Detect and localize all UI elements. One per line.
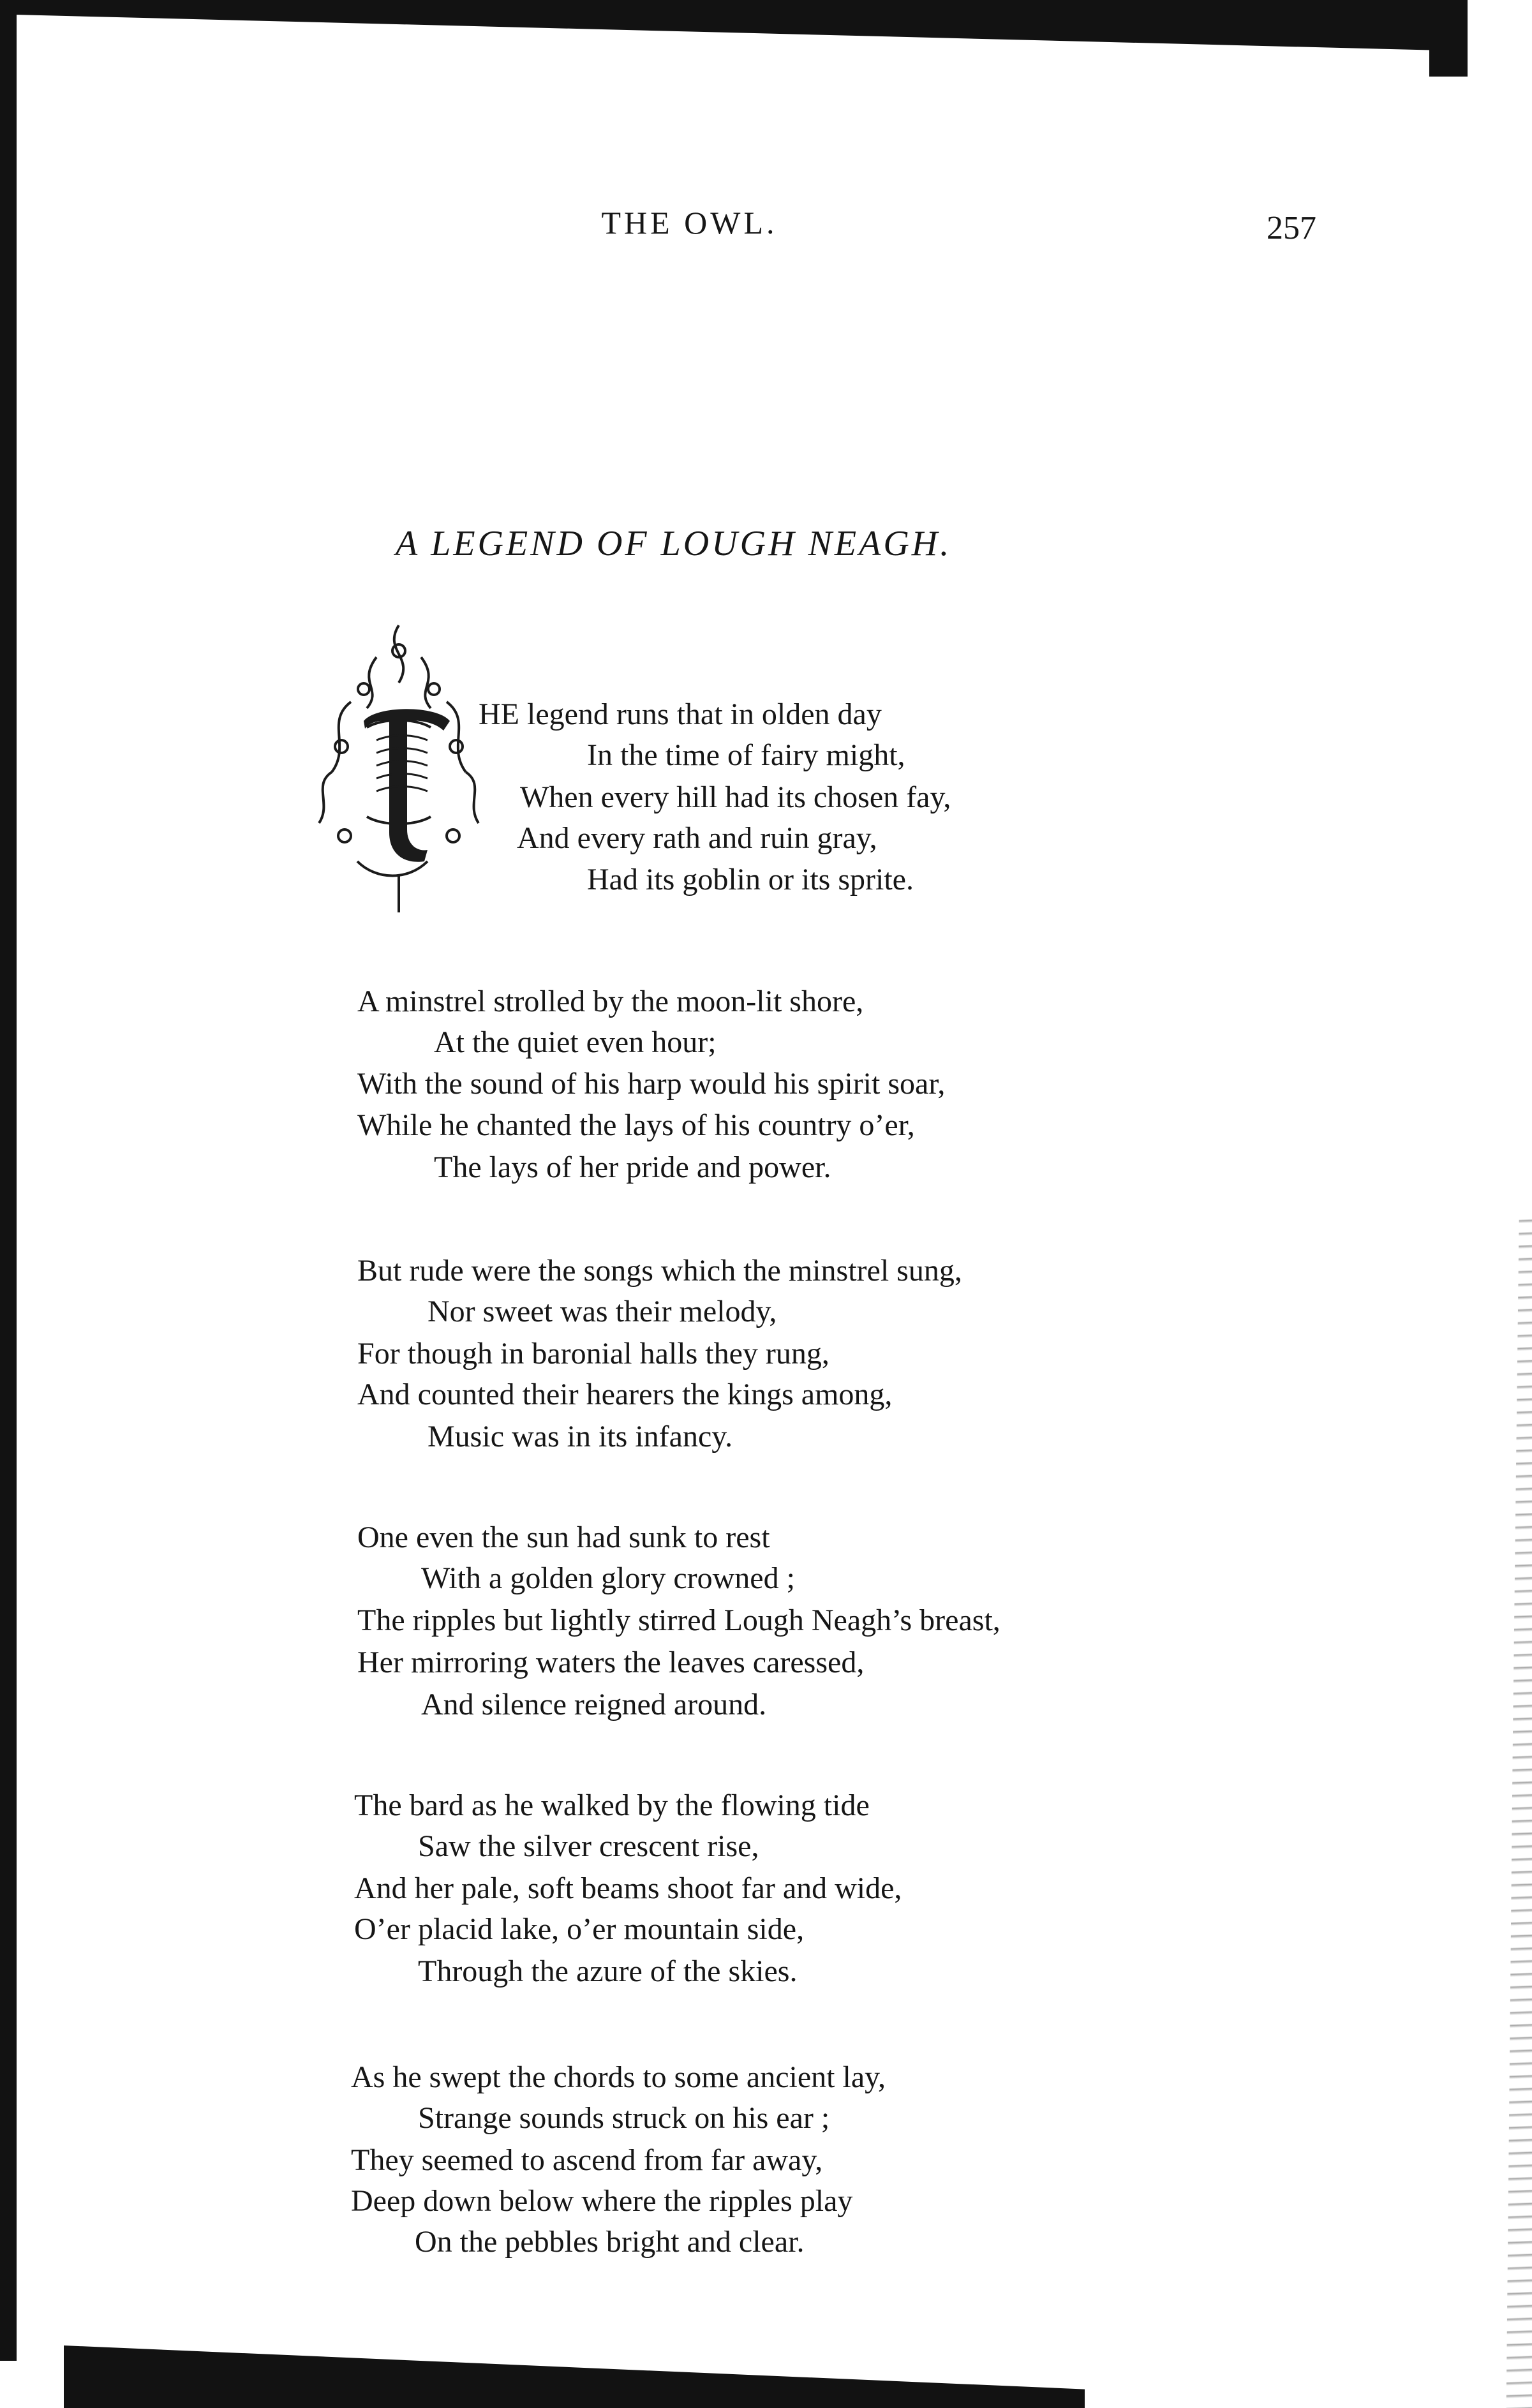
poem-line: And silence reigned around.	[421, 1688, 767, 1721]
poem-line: They seemed to ascend from far away,	[351, 2143, 823, 2177]
poem-line: While he chanted the lays of his country o’er,	[357, 1108, 915, 1142]
poem-line: Music was in its infancy.	[428, 1420, 733, 1453]
poem-line: The lays of her pride and power.	[434, 1150, 831, 1184]
poem-line: HE legend runs that in olden day	[479, 697, 882, 731]
poem-line: The ripples but lightly stirred Lough Neagh’s breast,	[357, 1603, 1000, 1637]
poem-line: And counted their hearers the kings among,	[357, 1378, 893, 1411]
poem-line: Through the azure of the skies.	[418, 1954, 798, 1988]
poem-line: In the time of fairy might,	[587, 738, 905, 772]
poem-line: Deep down below where the ripples play	[351, 2184, 853, 2218]
poem-line: For though in baronial halls they rung,	[357, 1337, 829, 1371]
poem-line: Nor sweet was their melody,	[428, 1295, 777, 1328]
poem-line: And her pale, soft beams shoot far and wide,	[354, 1871, 902, 1905]
poem-line: With the sound of his harp would his spirit soar,	[357, 1067, 946, 1101]
poem-line: And every rath and ruin gray,	[517, 821, 877, 855]
poem-line: One even the sun had sunk to rest	[357, 1520, 770, 1554]
poem-line: When every hill had its chosen fay,	[520, 780, 951, 814]
poem-line: O’er placid lake, o’er mountain side,	[354, 1912, 805, 1946]
page-number: 257	[1267, 210, 1316, 246]
poem-line: With a golden glory crowned ;	[421, 1561, 795, 1595]
poem-line: Saw the silver crescent rise,	[418, 1829, 759, 1863]
poem-line: At the quiet even hour;	[434, 1025, 717, 1059]
running-title: THE OWL.	[601, 205, 778, 241]
poem-line: As he swept the chords to some ancient lay,	[351, 2060, 886, 2094]
poem-title: A LEGEND OF LOUGH NEAGH.	[396, 524, 952, 563]
poem-line: A minstrel strolled by the moon-lit shore,	[357, 985, 864, 1018]
poem-line: Her mirroring waters the leaves caressed,	[357, 1646, 865, 1679]
poem-line: On the pebbles bright and clear.	[415, 2225, 805, 2259]
poem-line: But rude were the songs which the minstrel sung,	[357, 1254, 962, 1288]
poem-line: The bard as he walked by the flowing tide	[354, 1788, 870, 1822]
poem-line: Strange sounds struck on his ear ;	[418, 2101, 830, 2135]
poem-line: Had its goblin or its sprite.	[587, 863, 914, 896]
